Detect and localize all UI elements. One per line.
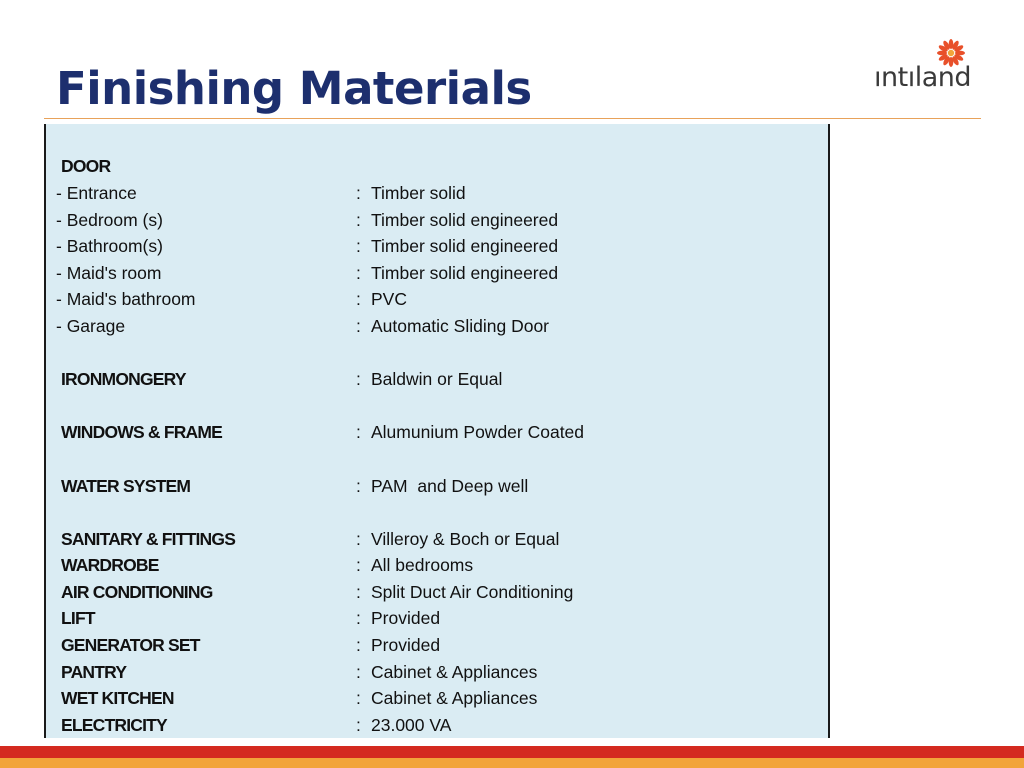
spec-separator: : xyxy=(356,263,361,283)
footer-bar-orange xyxy=(0,758,1024,768)
spec-row xyxy=(46,473,826,499)
spec-row xyxy=(46,233,826,259)
spec-row xyxy=(46,526,826,552)
spec-row xyxy=(46,180,826,206)
spec-label: LIFT xyxy=(61,608,95,628)
spec-row xyxy=(46,552,826,578)
spec-value: Cabinet & Appliances xyxy=(371,688,538,708)
spec-row xyxy=(46,260,826,286)
spec-row xyxy=(46,366,826,392)
intiland-logo xyxy=(874,38,984,98)
spec-value: Provided xyxy=(371,608,441,628)
section-heading-door: DOOR xyxy=(61,156,111,176)
footer-bar-red xyxy=(0,746,1024,758)
spec-value: PVC xyxy=(371,289,407,309)
spec-row xyxy=(46,286,826,312)
spec-value: All bedrooms xyxy=(371,555,474,575)
spec-row xyxy=(46,632,826,658)
spec-row xyxy=(46,579,826,605)
spec-separator: : xyxy=(356,236,361,256)
spec-separator: : xyxy=(356,662,361,682)
spec-label: - Maid's room xyxy=(56,263,162,283)
spec-label: - Entrance xyxy=(56,183,137,203)
spec-separator: : xyxy=(356,183,361,203)
spec-separator: : xyxy=(356,316,361,336)
spec-row xyxy=(46,313,826,339)
spec-value: Timber solid engineered xyxy=(371,263,559,283)
spec-separator: : xyxy=(356,289,361,309)
spec-row-door xyxy=(46,153,826,179)
spec-value: Baldwin or Equal xyxy=(371,369,503,389)
spec-row xyxy=(46,605,826,631)
spec-label: AIR CONDITIONING xyxy=(61,582,213,602)
spec-label: WET KITCHEN xyxy=(61,688,174,708)
spec-value: Timber solid engineered xyxy=(371,236,559,256)
spec-row xyxy=(46,659,826,685)
spec-label: SANITARY & FITTINGS xyxy=(61,529,236,549)
spec-label: - Maid's bathroom xyxy=(56,289,196,309)
specification-panel xyxy=(44,124,830,738)
spec-separator: : xyxy=(356,582,361,602)
spec-value: PAM and Deep well xyxy=(371,476,529,496)
spec-value: Automatic Sliding Door xyxy=(371,316,549,336)
spec-value: Timber solid engineered xyxy=(371,210,559,230)
spec-value: Cabinet & Appliances xyxy=(371,662,538,682)
spec-label: PANTRY xyxy=(61,662,127,682)
spec-label: WARDROBE xyxy=(61,555,159,575)
spec-separator: : xyxy=(356,715,361,735)
slide-title: Finishing Materials xyxy=(56,62,532,115)
spec-row xyxy=(46,712,826,738)
spec-value: Split Duct Air Conditioning xyxy=(371,582,574,602)
spec-label: WINDOWS & FRAME xyxy=(61,422,223,442)
spec-value: Timber solid xyxy=(371,183,466,203)
spec-separator: : xyxy=(356,608,361,628)
spec-label: - Garage xyxy=(56,316,126,336)
spec-value: 23.000 VA xyxy=(371,715,452,735)
spec-separator: : xyxy=(356,476,361,496)
spec-label: GENERATOR SET xyxy=(61,635,200,655)
title-divider xyxy=(44,118,981,119)
spec-separator: : xyxy=(356,210,361,230)
spec-label: - Bathroom(s) xyxy=(56,236,163,256)
spec-separator: : xyxy=(356,422,361,442)
logo-wordmark: ıntıland xyxy=(874,62,971,93)
spec-value: Villeroy & Boch or Equal xyxy=(371,529,560,549)
spec-separator: : xyxy=(356,529,361,549)
spec-separator: : xyxy=(356,635,361,655)
spec-row xyxy=(46,685,826,711)
spec-label: WATER SYSTEM xyxy=(61,476,191,496)
spec-label: - Bedroom (s) xyxy=(56,210,163,230)
spec-separator: : xyxy=(356,688,361,708)
spec-separator: : xyxy=(356,369,361,389)
spec-value: Alumunium Powder Coated xyxy=(371,422,585,442)
spec-row xyxy=(46,207,826,233)
spec-value: Provided xyxy=(371,635,441,655)
spec-row xyxy=(46,419,826,445)
spec-label: ELECTRICITY xyxy=(61,715,167,735)
spec-label: IRONMONGERY xyxy=(61,369,186,389)
spec-separator: : xyxy=(356,555,361,575)
